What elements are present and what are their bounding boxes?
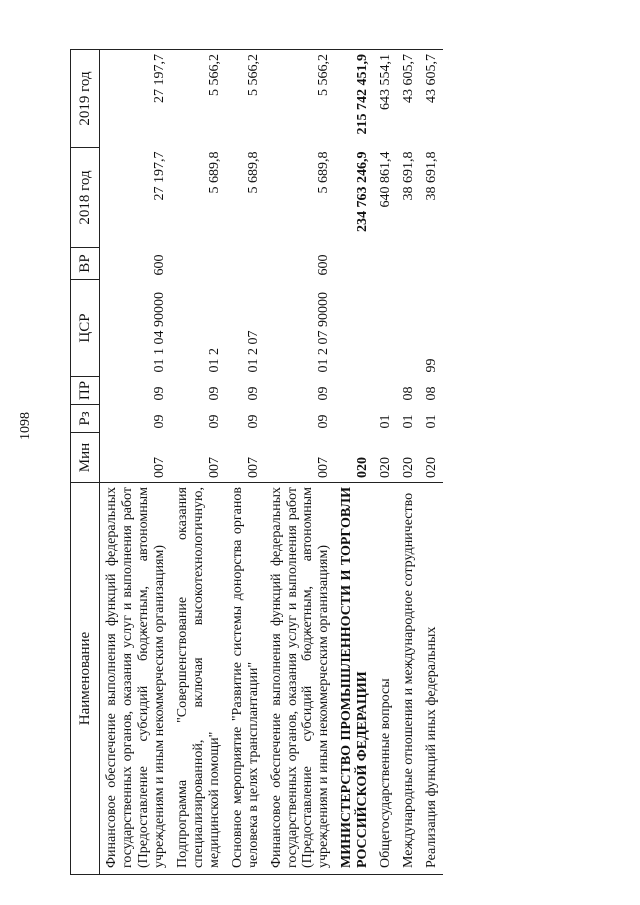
page-number: 1098	[18, 412, 33, 440]
table-row	[171, 50, 226, 875]
row-rz: 09	[245, 414, 261, 429]
header-min: Мин	[71, 433, 100, 483]
row-2019: 43 605,7	[420, 50, 443, 148]
row-vr	[397, 248, 420, 280]
header-2019: 2019 год	[71, 50, 100, 148]
row-2018: 234 763 246,9	[355, 151, 371, 232]
row-pr: 08	[424, 386, 440, 401]
row-min: 007	[316, 457, 332, 478]
table-row	[397, 50, 420, 875]
row-csr: 01 1 04 90000	[151, 292, 167, 373]
row-2019: 27 197,7	[100, 50, 171, 148]
table-row	[265, 50, 336, 875]
row-2019: 5 566,2	[226, 50, 265, 148]
row-pr	[335, 377, 374, 405]
table-row	[374, 50, 397, 875]
table-row	[100, 50, 171, 875]
table-header-row	[71, 50, 100, 875]
row-2018: 5 689,8	[245, 151, 261, 194]
row-csr: 01 2 07 90000	[316, 292, 332, 373]
row-pr	[374, 377, 397, 405]
header-pr: ПР	[71, 377, 100, 405]
row-csr: 01 2 07	[245, 330, 261, 373]
row-name: МИНИСТЕРСТВО ПРОМЫШЛЕННОСТИ И ТОРГОВЛИ РОССИЙСКОЙ ФЕДЕРАЦИИ	[335, 483, 374, 875]
row-pr: 09	[245, 386, 261, 401]
row-vr	[335, 248, 374, 280]
row-pr: 08	[401, 386, 417, 401]
row-rz: 01	[401, 414, 417, 429]
row-2018: 640 861,4	[378, 151, 394, 208]
row-rz: 09	[316, 414, 332, 429]
row-csr	[335, 280, 374, 377]
header-csr: ЦСР	[71, 280, 100, 377]
row-pr: 09	[151, 386, 167, 401]
budget-table-page	[70, 50, 605, 875]
row-name: Общегосударственные вопросы	[374, 483, 397, 875]
row-csr: 01 2	[206, 348, 222, 373]
header-rz: Рз	[71, 405, 100, 433]
row-name: Основное мероприятие "Развитие системы донорства органов человека в целях трансплантации"	[226, 483, 265, 875]
row-min: 020	[355, 457, 371, 478]
header-name: Наименование	[71, 483, 100, 875]
budget-table	[70, 49, 443, 875]
row-min: 007	[206, 457, 222, 478]
row-2018: 5 689,8	[316, 151, 332, 194]
row-name: Подпрограмма "Совершенствование оказания специализированной, включая высокотехнологичную, медицинской помощи"	[171, 483, 226, 875]
row-min: 020	[424, 457, 440, 478]
row-vr	[171, 248, 226, 280]
row-vr: 600	[151, 254, 167, 276]
table-row	[226, 50, 265, 875]
table-row	[335, 50, 374, 875]
table-row	[420, 50, 443, 875]
row-vr	[226, 248, 265, 280]
row-vr	[420, 248, 443, 280]
row-rz	[335, 405, 374, 433]
row-2019: 643 554,1	[374, 50, 397, 148]
row-vr	[374, 248, 397, 280]
row-2018: 38 691,8	[401, 151, 417, 201]
row-2018: 38 691,8	[424, 151, 440, 201]
row-csr	[374, 280, 397, 377]
row-rz: 09	[151, 414, 167, 429]
header-2018: 2018 год	[71, 148, 100, 248]
row-2019: 5 566,2	[265, 50, 336, 148]
row-name: Реализация функций иных федеральных	[420, 483, 443, 875]
row-csr	[397, 280, 420, 377]
row-vr: 600	[316, 254, 332, 276]
row-2019: 215 742 451,9	[335, 50, 374, 148]
header-vr: ВР	[71, 248, 100, 280]
row-2018: 5 689,8	[206, 151, 222, 194]
row-pr: 09	[316, 386, 332, 401]
row-min: 007	[151, 457, 167, 478]
row-2019: 5 566,2	[171, 50, 226, 148]
row-2019: 43 605,7	[397, 50, 420, 148]
row-min: 020	[401, 457, 417, 478]
row-pr: 09	[206, 386, 222, 401]
row-rz: 01	[424, 414, 440, 429]
row-2018: 27 197,7	[151, 151, 167, 201]
row-min: 020	[378, 457, 394, 478]
row-rz: 01	[378, 414, 394, 429]
row-rz: 09	[206, 414, 222, 429]
row-min: 007	[245, 457, 261, 478]
row-name: Международные отношения и международное сотрудничество	[397, 483, 420, 875]
row-name: Финансовое обеспечение выполнения функций федеральных государственных органов, оказания услуг и выполнения работ (Предоставление субсидий бюджетным, автономным учреждениям и иным некоммерческим организациям)	[100, 483, 171, 875]
row-name: Финансовое обеспечение выполнения функций федеральных государственных органов, оказания услуг и выполнения работ (Предоставление субсидий бюджетным, автономным учреждениям и иным некоммерческим организациям)	[265, 483, 336, 875]
row-csr: 99	[424, 358, 440, 373]
